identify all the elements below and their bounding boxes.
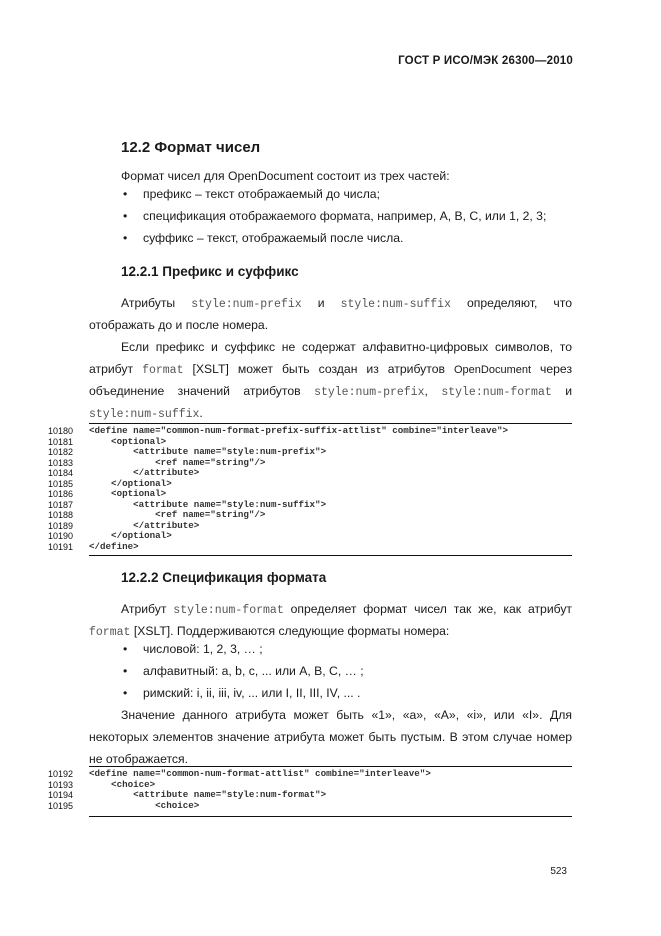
paragraph-line: Значение данного атрибута может быть «1», «a», «A», «i», или «I». Для (121, 708, 572, 722)
paragraph-line: style:num-suffix. (89, 406, 203, 421)
paragraph-line: не отображается. (89, 752, 188, 766)
page-number: 523 (550, 866, 567, 877)
paragraph-line: атрибут format [XSLT] может быть создан из атрибутов OpenDocument через (89, 362, 573, 377)
bullet-item: римский: i, ii, iii, iv, ... или I, II, III, IV, ... . (143, 686, 361, 700)
line-number: 10185 (48, 478, 74, 489)
bullet-item: префикс – текст отображаемый до числа; (143, 187, 380, 201)
paragraph-line: объединение значений атрибутов style:num-prefix, style:num-format и (89, 384, 573, 399)
line-number: 10186 (48, 489, 74, 499)
line-number: 10183 (48, 457, 74, 468)
section-intro: Формат чисел для OpenDocument состоит из трех частей: (121, 169, 450, 183)
code-line: <define name="common-num-format-attlist" combine="interleave"> (89, 768, 431, 779)
line-number: 10189 (48, 520, 74, 531)
code-line: </attribute> (89, 519, 200, 531)
line-number: 10181 (48, 436, 74, 447)
paragraph: Атрибуты style:num-prefix и style:num-suffix определяют, что (121, 296, 572, 311)
bullet-item: суффикс – текст, отображаемый после числа. (143, 231, 404, 245)
bullet-marker: • (123, 642, 128, 656)
paragraph-line: Если префикс и суффикс не содержат алфавитно-цифровых символов, то (121, 340, 572, 354)
subsection-title: 12.2.1 Префикс и суффикс (121, 264, 299, 279)
paragraph-line: некоторых элементов значение атрибута может быть пустым. В этом случае номер (89, 730, 572, 744)
bullet-marker: • (123, 686, 128, 700)
line-number: 10184 (48, 468, 74, 478)
bullet-item: числовой: 1, 2, 3, … ; (143, 642, 263, 656)
code-line: <optional> (89, 488, 167, 499)
line-number: 10187 (48, 499, 74, 510)
line-number: 10180 (48, 426, 74, 436)
code-line: <choice> (89, 778, 156, 790)
line-number: 10182 (48, 447, 74, 457)
bullet-item: алфавитный: a, b, c, ... или A, B, C, … ; (143, 664, 364, 678)
bullet-item: спецификация отображаемого формата, например, А, В, С, или 1, 2, 3; (143, 209, 547, 223)
code-line: <optional> (89, 435, 167, 447)
code-block (89, 423, 572, 556)
code-line: <attribute name="style:num-prefix"> (89, 446, 327, 457)
bullet-marker: • (123, 209, 128, 223)
code-line: <choice> (89, 799, 200, 811)
line-number: 10192 (48, 769, 74, 779)
code-line: <ref name="string"/> (89, 509, 266, 520)
code-line: <ref name="string"/> (89, 456, 266, 468)
bullet-marker: • (123, 664, 128, 678)
code-line: <define name="common-num-format-prefix-suffix-attlist" combine="interleave"> (89, 425, 509, 436)
line-number: 10188 (48, 510, 74, 520)
code-line: </optional> (89, 530, 172, 541)
code-line: </optional> (89, 477, 172, 489)
code-line: <attribute name="style:num-suffix"> (89, 498, 327, 510)
line-number: 10193 (48, 779, 74, 790)
code-block (89, 766, 572, 817)
paragraph-line: Атрибут style:num-format определяет формат чисел так же, как атрибут (121, 602, 573, 617)
code-line: </define> (89, 540, 139, 552)
section-title: 12.2 Формат чисел (121, 139, 261, 156)
bullet-marker: • (123, 187, 128, 201)
line-number: 10191 (48, 541, 74, 552)
subsection-title: 12.2.2 Спецификация формата (121, 570, 327, 585)
paragraph-line: format [XSLT]. Поддерживаются следующие форматы номера: (89, 624, 450, 639)
code-line: </attribute> (89, 467, 200, 478)
document-header: ГОСТ Р ИСО/МЭК 26300—2010 (398, 55, 573, 67)
line-number: 10194 (48, 790, 74, 800)
line-number: 10190 (48, 531, 74, 541)
paragraph-line: отображать до и после номера. (89, 318, 269, 332)
bullet-marker: • (123, 231, 128, 245)
line-number: 10195 (48, 800, 74, 811)
code-line: <attribute name="style:num-format"> (89, 789, 327, 800)
